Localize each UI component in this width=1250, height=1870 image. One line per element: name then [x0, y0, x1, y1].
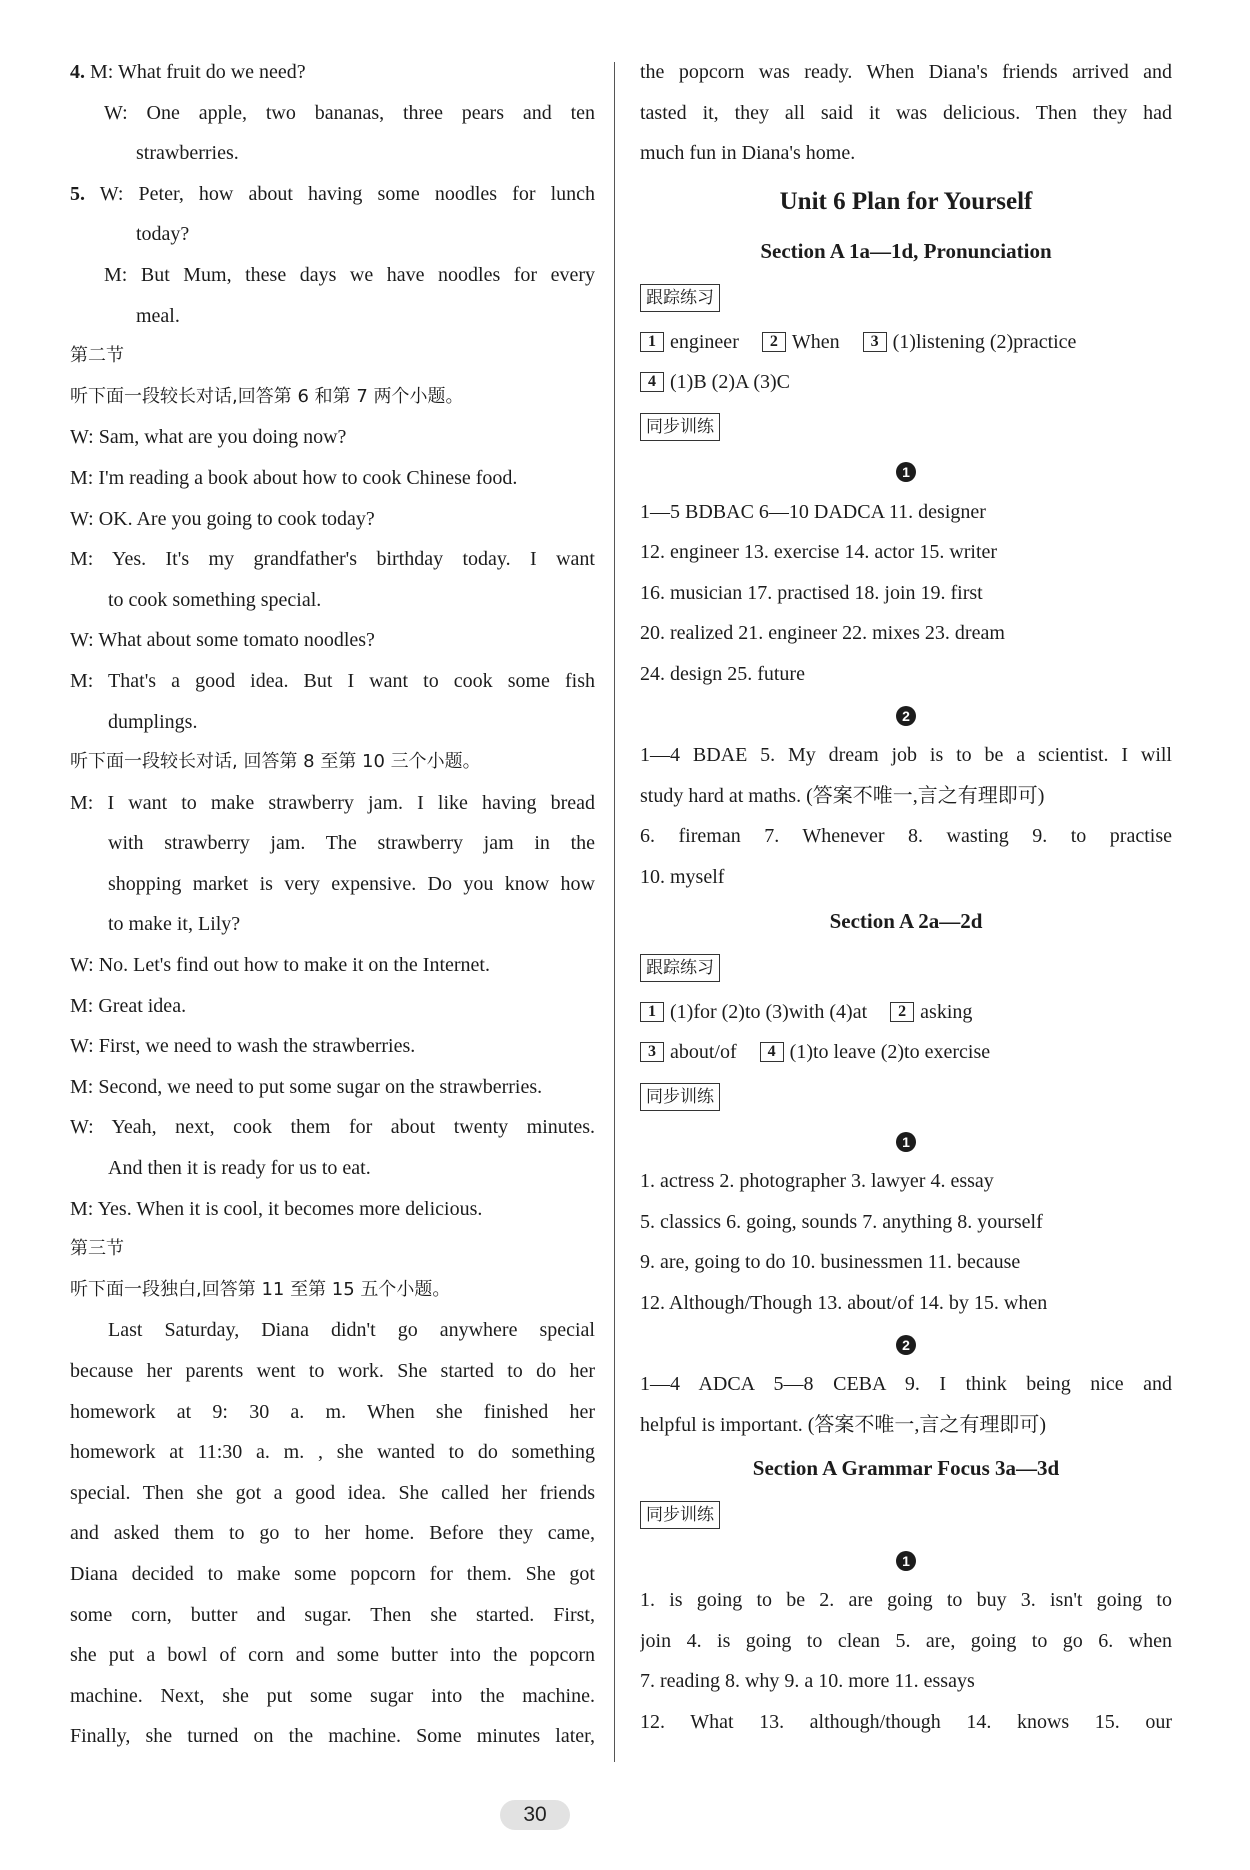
passage-line: homework at 11:30 a. m. , she wanted to do something — [70, 1441, 595, 1464]
passage-line: special. Then she got a good idea. She called her friends — [70, 1481, 595, 1504]
dialogue-line: W: No. Let's find out how to make it on the Internet. — [70, 954, 490, 977]
answer-line: 16. musician 17. practised 18. join 19. first — [640, 581, 983, 604]
sync-training-label: 同步训练 — [640, 413, 720, 441]
passage-line: because her parents went to work. She started to do her — [70, 1360, 595, 1382]
answer-line: join 4. is going to clean 5. are, going to go 6. when — [640, 1629, 1172, 1652]
unit-title: Unit 6 Plan for Yourself — [779, 187, 1033, 215]
passage-line: tasted it, they all said it was delicious. Then they had — [640, 101, 1172, 124]
answer-line: 9. are, going to do 10. businessmen 11. because — [640, 1251, 1021, 1274]
dialogue-line: with strawberry jam. The strawberry jam in the — [108, 832, 595, 855]
dialogue-line: W: One apple, two bananas, three pears and ten — [104, 101, 595, 124]
answer-line: 4 (1)B (2)A (3)C — [640, 362, 1172, 403]
dialogue-line: M: Great idea. — [70, 994, 187, 1017]
dialogue-line: M: Yes. When it is cool, it becomes more delicious. — [70, 1197, 483, 1220]
sync-training-label: 同步训练 — [640, 1501, 720, 1529]
passage-line: the popcorn was ready. When Diana's friends arrived and — [640, 61, 1172, 83]
answer-number-box: 2 — [762, 332, 786, 352]
answer-number-box: 3 — [863, 332, 887, 352]
dialogue-line: today? — [136, 223, 190, 246]
dialogue-line: shopping market is very expensive. Do you know how — [108, 872, 595, 895]
right-column — [640, 52, 1172, 1742]
dialogue-line: M: But Mum, these days we have noodles for every — [104, 263, 595, 286]
dialogue-line: 5. W: Peter, how about having some noodles for lunch — [70, 182, 595, 205]
passage-line: Finally, she turned on the machine. Some minutes later, — [70, 1725, 595, 1748]
part-marker: 2 — [640, 1324, 1172, 1365]
part-marker: 2 — [640, 695, 1172, 736]
left-column — [70, 52, 595, 1757]
answer-line: 12. engineer 13. exercise 14. actor 15. writer — [640, 541, 998, 564]
dialogue-line: M: Yes. It's my grandfather's birthday today. I want — [70, 548, 595, 571]
answer-line: 6. fireman 7. Whenever 8. wasting 9. to practise — [640, 825, 1172, 848]
answer-line: 20. realized 21. engineer 22. mixes 23. dream — [640, 622, 1005, 645]
passage-line: machine. Next, she put some sugar into the machine. — [70, 1684, 595, 1707]
passage-line: Last Saturday, Diana didn't go anywhere special — [108, 1319, 595, 1342]
page-number — [465, 1800, 605, 1836]
tracking-practice-label: 跟踪练习 — [640, 284, 720, 312]
dialogue-line: And then it is ready for us to eat. — [108, 1157, 371, 1180]
answer-line: 1 engineer 2 When 3 (1)listening (2)practice — [640, 322, 1172, 363]
dialogue-line: strawberries. — [136, 142, 239, 165]
answer-line: 1—4 ADCA 5—8 CEBA 9. I think being nice and — [640, 1373, 1172, 1396]
answer-line: 12. Although/Though 13. about/of 14. by 15. when — [640, 1292, 1048, 1315]
dialogue-line: 4. M: What fruit do we need? — [70, 61, 306, 83]
answer-number-box: 2 — [890, 1002, 914, 1022]
instruction-text: 听下面一段独白,回答第 11 至第 15 五个小题。 — [70, 1278, 451, 1300]
answer-line: study hard at maths. (答案不唯一,言之有理即可) — [640, 784, 1045, 807]
dialogue-line: to cook something special. — [108, 588, 322, 611]
dialogue-line: to make it, Lily? — [108, 913, 241, 936]
dialogue-line: M: Second, we need to put some sugar on the strawberries. — [70, 1075, 543, 1098]
column-divider — [614, 62, 615, 1762]
answer-number-box: 4 — [760, 1042, 784, 1062]
answer-line: 10. myself — [640, 865, 725, 888]
dialogue-line: M: I want to make strawberry jam. I like having bread — [70, 791, 595, 814]
passage-line: and asked them to go to her home. Before they came, — [70, 1522, 595, 1545]
part-marker: 1 — [640, 1121, 1172, 1162]
answer-line: 1—4 BDAE 5. My dream job is to be a scientist. I will — [640, 744, 1172, 767]
passage-line: she put a bowl of corn and some butter into the popcorn — [70, 1644, 595, 1667]
answer-number-box: 1 — [640, 1002, 664, 1022]
section-heading: 第二节 — [70, 345, 124, 367]
passage-line: much fun in Diana's home. — [640, 142, 856, 165]
answer-line: 1 (1)for (2)to (3)with (4)at 2 asking — [640, 992, 1172, 1033]
answer-line: 1. actress 2. photographer 3. lawyer 4. essay — [640, 1170, 994, 1193]
section-heading: 第三节 — [70, 1238, 124, 1260]
dialogue-line: W: First, we need to wash the strawberries. — [70, 1035, 416, 1058]
sync-training-label: 同步训练 — [640, 1083, 720, 1111]
dialogue-line: W: Sam, what are you doing now? — [70, 426, 347, 449]
dialogue-line: W: What about some tomato noodles? — [70, 629, 375, 652]
part-marker: 1 — [640, 1539, 1172, 1580]
answer-line: 12. What 13. although/though 14. knows 15. our — [640, 1710, 1172, 1733]
answer-line: 1. is going to be 2. are going to buy 3. isn't going to — [640, 1589, 1172, 1612]
part-marker: 1 — [640, 451, 1172, 492]
page-number-value: 30 — [500, 1800, 570, 1830]
answer-line: 24. design 25. future — [640, 662, 805, 685]
tracking-practice-label: 跟踪练习 — [640, 954, 720, 982]
instruction-text: 听下面一段较长对话, 回答第 8 至第 10 三个小题。 — [70, 751, 481, 773]
section-title: Section A 1a—1d, Pronunciation — [760, 238, 1052, 263]
dialogue-line: dumplings. — [108, 710, 198, 733]
answer-line: 5. classics 6. going, sounds 7. anything 8. yourself — [640, 1210, 1043, 1233]
dialogue-line: M: That's a good idea. But I want to cook some fish — [70, 669, 595, 692]
dialogue-line: meal. — [136, 304, 180, 327]
answer-line: 3 about/of 4 (1)to leave (2)to exercise — [640, 1032, 1172, 1073]
answer-line: helpful is important. (答案不唯一,言之有理即可) — [640, 1413, 1047, 1436]
answer-line: 7. reading 8. why 9. a 10. more 11. essays — [640, 1670, 975, 1693]
answer-number-box: 1 — [640, 332, 664, 352]
answer-number-box: 4 — [640, 372, 664, 392]
answer-line: 1—5 BDBAC 6—10 DADCA 11. designer — [640, 500, 986, 523]
passage-line: Diana decided to make some popcorn for them. She got — [70, 1562, 595, 1585]
instruction-text: 听下面一段较长对话,回答第 6 和第 7 两个小题。 — [70, 385, 464, 407]
section-title: Section A Grammar Focus 3a—3d — [752, 1456, 1060, 1481]
passage-line: some corn, butter and sugar. Then she started. First, — [70, 1603, 595, 1626]
passage-line: homework at 9: 30 a. m. When she finished her — [70, 1400, 595, 1423]
answer-number-box: 3 — [640, 1042, 664, 1062]
dialogue-line: M: I'm reading a book about how to cook Chinese food. — [70, 466, 518, 489]
section-title: Section A 2a—2d — [829, 908, 983, 933]
dialogue-line: W: Yeah, next, cook them for about twenty minutes. — [70, 1116, 595, 1139]
dialogue-line: W: OK. Are you going to cook today? — [70, 507, 375, 530]
